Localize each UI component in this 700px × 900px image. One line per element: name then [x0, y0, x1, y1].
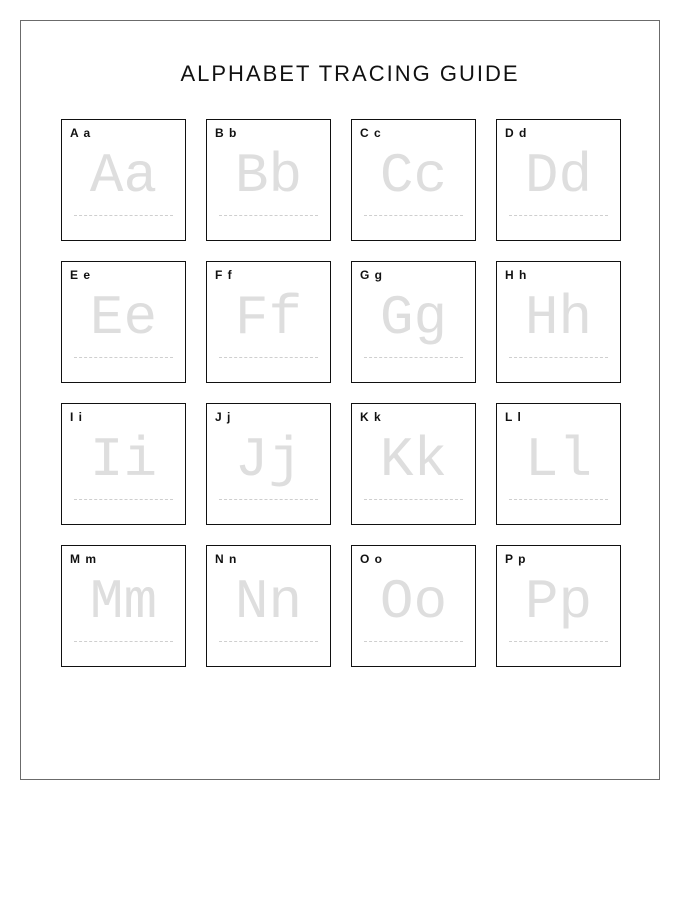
letter-card-j [206, 403, 331, 525]
page-title: ALPHABET TRACING GUIDE [180, 61, 520, 86]
tracing-letters: Mm [89, 570, 158, 634]
letter-label: M m [70, 552, 97, 566]
letter-label: L l [505, 410, 522, 424]
tracing-letters: Ii [89, 428, 158, 492]
letter-label: D d [505, 126, 528, 140]
letter-label: K k [360, 410, 382, 424]
letter-label: P p [505, 552, 527, 566]
letter-card-o [351, 545, 476, 667]
tracing-baseline [509, 357, 608, 358]
tracing-baseline [364, 499, 463, 500]
tracing-baseline [219, 357, 318, 358]
tracing-letters: Cc [379, 144, 448, 208]
tracing-baseline [364, 357, 463, 358]
tracing-baseline [74, 357, 173, 358]
letter-label: E e [70, 268, 92, 282]
letter-card-k [351, 403, 476, 525]
tracing-baseline [219, 215, 318, 216]
letter-card-e [61, 261, 186, 383]
letter-label: A a [70, 126, 92, 140]
tracing-letters: Oo [379, 570, 448, 634]
tracing-letters: Gg [379, 286, 448, 350]
tracing-baseline [74, 215, 173, 216]
tracing-letters: Aa [89, 144, 158, 208]
letter-label: J j [215, 410, 232, 424]
letter-grid [61, 119, 621, 667]
tracing-baseline [74, 641, 173, 642]
letter-label: O o [360, 552, 383, 566]
tracing-baseline [509, 499, 608, 500]
letter-label: F f [215, 268, 233, 282]
letter-card-i [61, 403, 186, 525]
tracing-letters: Kk [379, 428, 448, 492]
letter-card-b [206, 119, 331, 241]
tracing-baseline [219, 641, 318, 642]
letter-card-l [496, 403, 621, 525]
letter-label: H h [505, 268, 528, 282]
letter-card-f [206, 261, 331, 383]
letter-label: G g [360, 268, 383, 282]
tracing-letters: Jj [234, 428, 303, 492]
letter-label: B b [215, 126, 238, 140]
tracing-letters: Hh [524, 286, 593, 350]
tracing-baseline [219, 499, 318, 500]
tracing-baseline [74, 499, 173, 500]
tracing-letters: Ll [524, 428, 593, 492]
tracing-letters: Bb [234, 144, 303, 208]
letter-card-g [351, 261, 476, 383]
letter-label: N n [215, 552, 238, 566]
tracing-letters: Dd [524, 144, 593, 208]
tracing-letters: Ee [89, 286, 158, 350]
tracing-baseline [364, 215, 463, 216]
letter-card-d [496, 119, 621, 241]
letter-card-c [351, 119, 476, 241]
letter-card-a [61, 119, 186, 241]
letter-label: I i [70, 410, 84, 424]
tracing-baseline [364, 641, 463, 642]
tracing-letters: Nn [234, 570, 303, 634]
letter-card-m [61, 545, 186, 667]
tracing-letters: Pp [524, 570, 593, 634]
letter-label: C c [360, 126, 382, 140]
tracing-baseline [509, 641, 608, 642]
letter-card-h [496, 261, 621, 383]
tracing-baseline [509, 215, 608, 216]
letter-card-n [206, 545, 331, 667]
tracing-letters: Ff [234, 286, 303, 350]
letter-card-p [496, 545, 621, 667]
